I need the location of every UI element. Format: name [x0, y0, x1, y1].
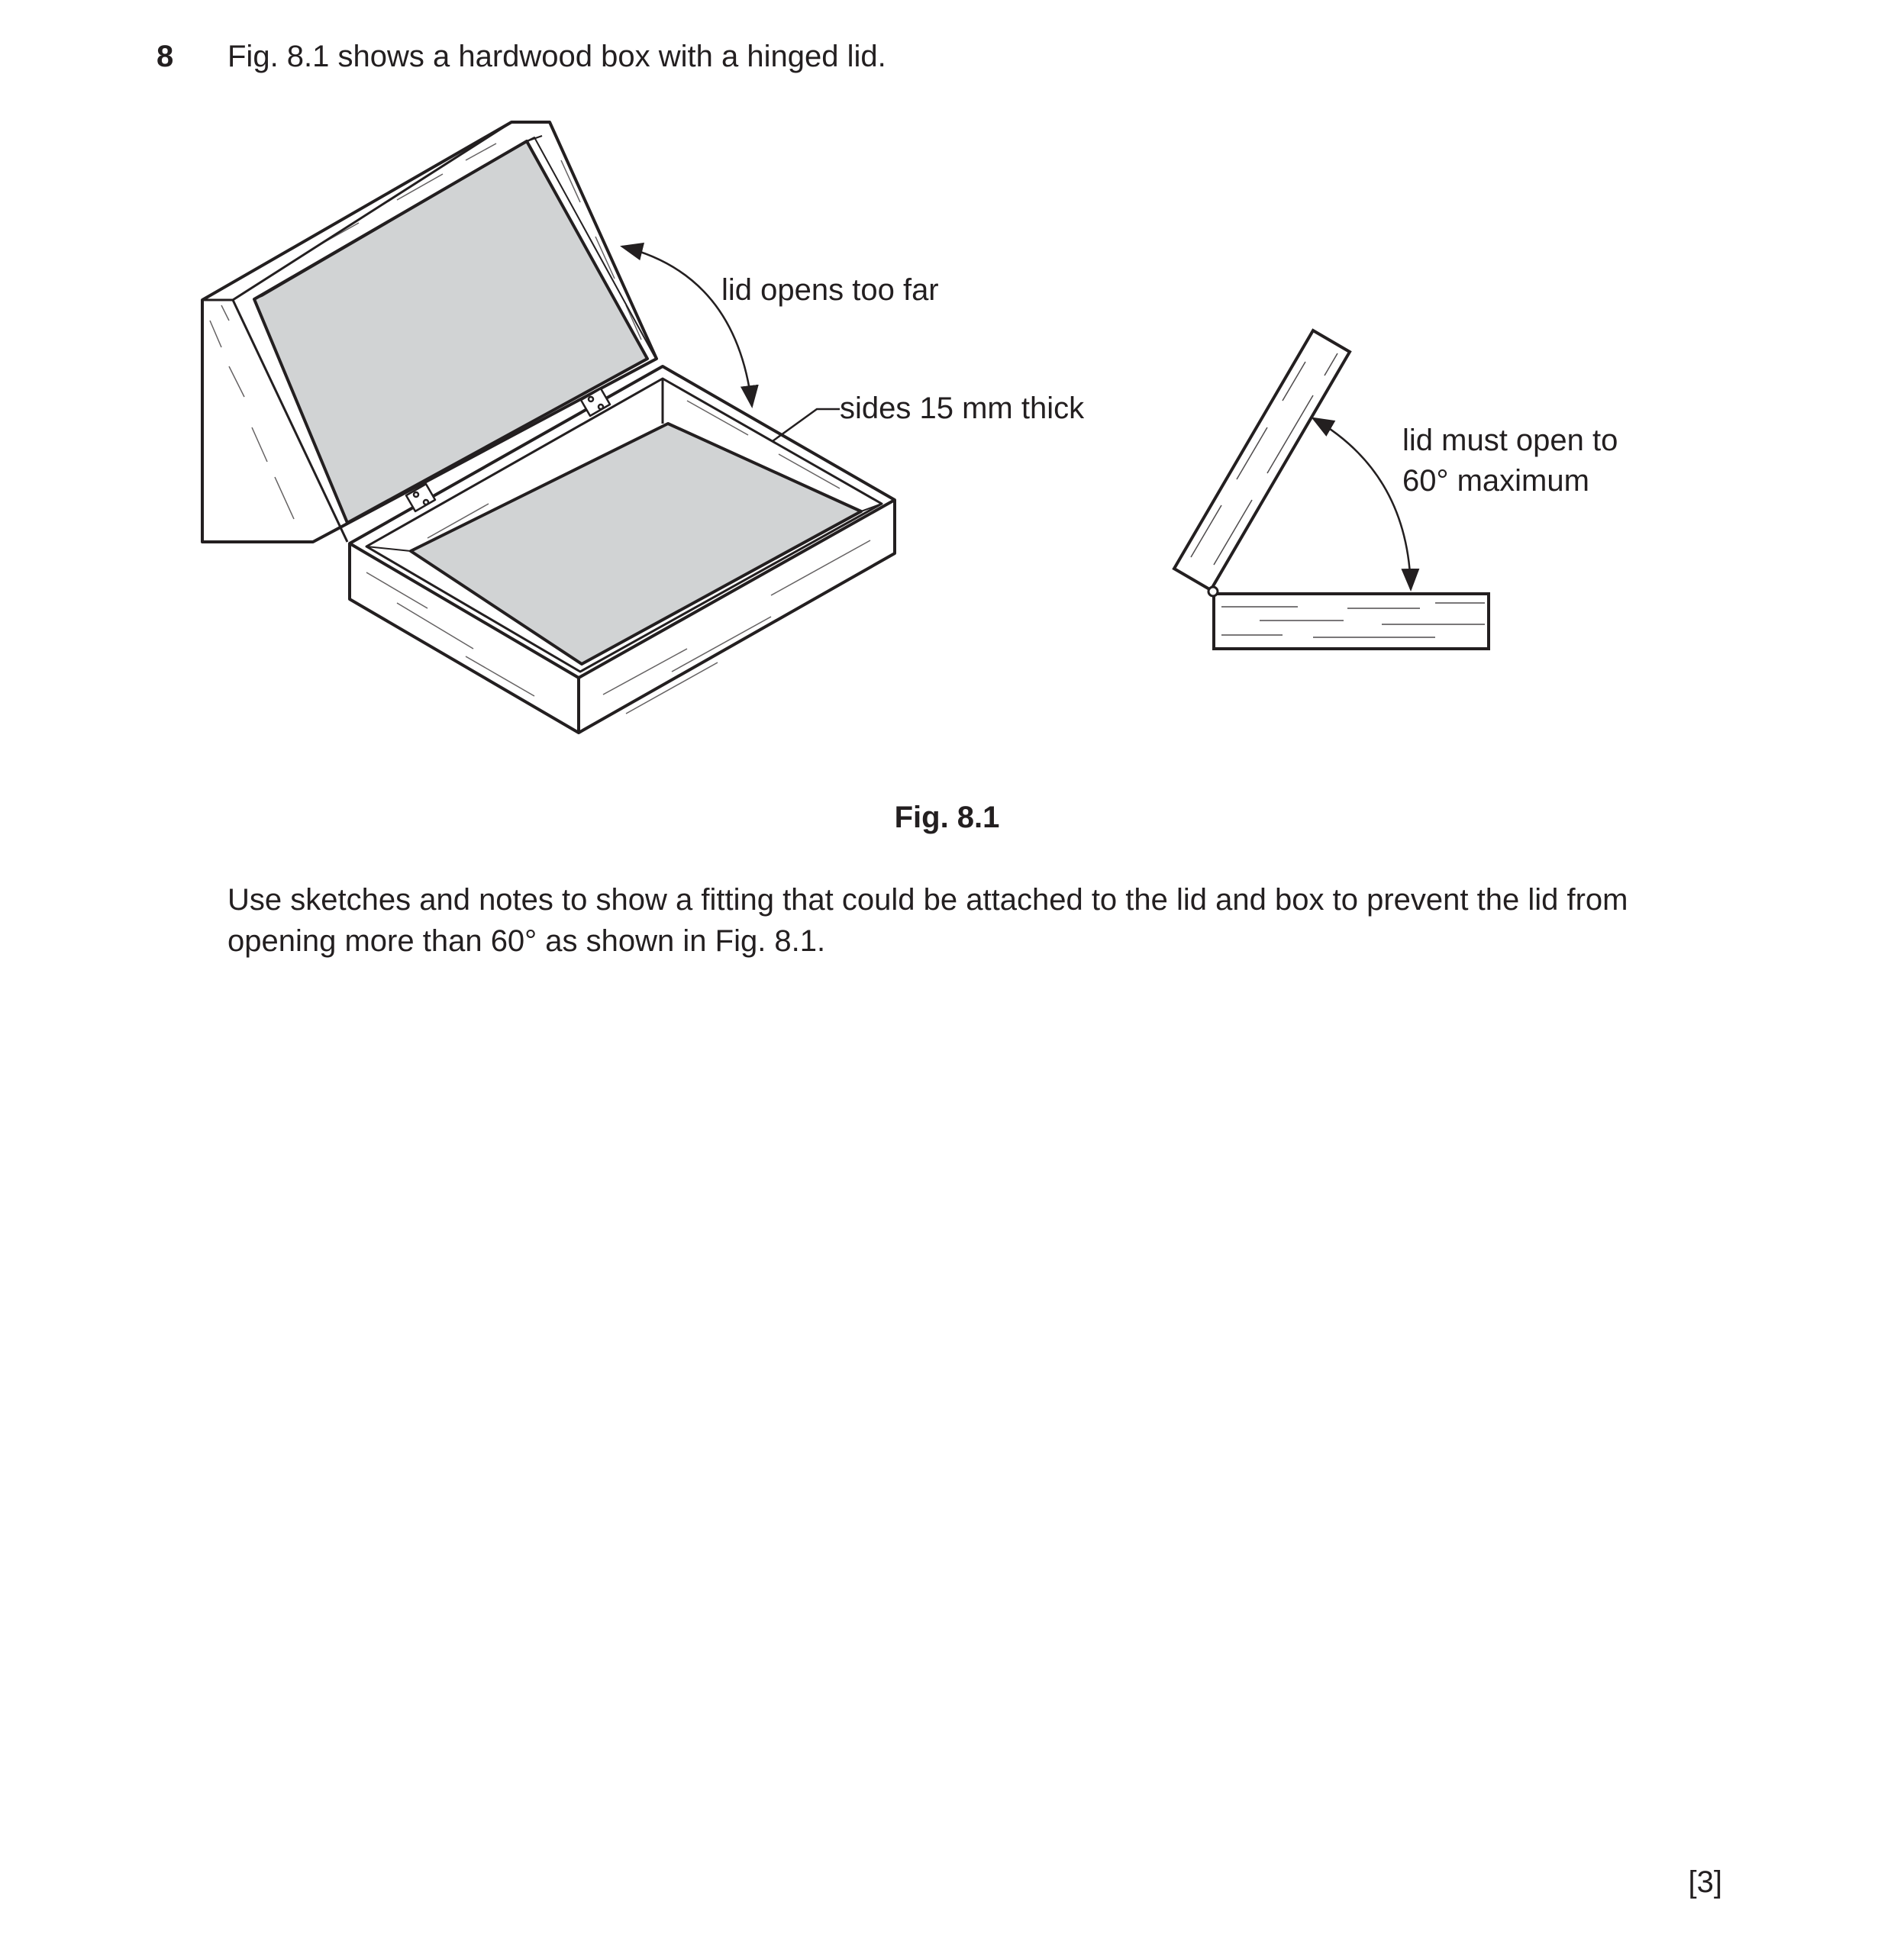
figure-8-1 [0, 0, 1894, 763]
label-lid-opens-too-far: lid opens too far [721, 273, 939, 307]
figure-caption: Fig. 8.1 [894, 801, 1000, 834]
marks-allocation: [3] [1688, 1865, 1722, 1899]
question-intro: Fig. 8.1 shows a hardwood box with a hinged lid. [227, 40, 886, 73]
question-instruction: Use sketches and notes to show a fitting that could be attached to the lid and box to prevent the lid from opening more than 60° as shown in Fig. 8.1. [227, 883, 1628, 958]
side-view-base [1214, 594, 1489, 649]
label-lid-must-open-line2: 60° maximum [1402, 464, 1589, 498]
question-number: 8 [156, 40, 174, 73]
label-lid-must-open-line1: lid must open to [1402, 424, 1618, 457]
label-sides-thick: sides 15 mm thick [840, 392, 1085, 425]
angle-60-arrow [1313, 418, 1411, 589]
side-view-lid [1174, 330, 1350, 590]
side-view-hinge-pivot [1208, 587, 1218, 596]
